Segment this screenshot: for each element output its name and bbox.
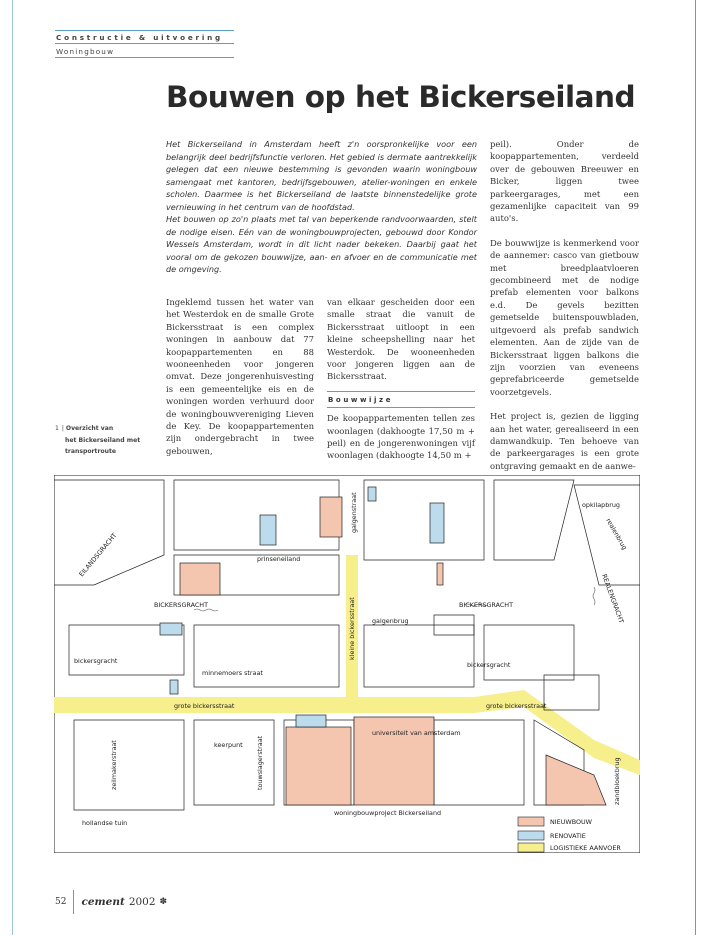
- label-touwslagerstraat: touwslagerstraat: [256, 735, 264, 790]
- page-number: 52: [55, 897, 67, 907]
- caption-line: het Bickerseiland met: [65, 436, 141, 444]
- label-bickersgracht-top-left: BICKERSGRACHT: [154, 601, 209, 609]
- site-map: [54, 475, 640, 853]
- label-galgenstraat: galgenstraat: [350, 492, 358, 533]
- label-universiteit: universiteit van amsterdam: [372, 729, 461, 737]
- label-bickersgracht-left: bickersgracht: [74, 657, 118, 665]
- body-paragraph: van elkaar gescheiden door een smalle straat die vanuit de Bickersstraat uitloopt in een kleine scheepshelling naar het Westerdok. De wooneenheden voor jongeren liggen aan de Bickersstraat.: [327, 297, 475, 382]
- label-keerpunt: keerpunt: [214, 741, 243, 749]
- label-bickersgracht-top-right: BICKERSGRACHT: [459, 601, 514, 609]
- body-column-1: [166, 296, 314, 469]
- label-kleine-bickersstraat: kleine bickersstraat: [348, 597, 356, 660]
- magazine-name: cement: [81, 896, 125, 908]
- article-title: Bouwen op het Bickerseiland: [166, 80, 636, 114]
- legend-swatch-logistiek: [518, 843, 544, 852]
- body-paragraph: peil). Onder de koopappartementen, verdeeld over de gebouwen Breeuwer en Bicker, liggen twee parkeergarages, met een gezamenlijke capaciteit van 99 auto's.: [490, 139, 639, 224]
- label-eilandsgracht: EILANDSGRACHT: [77, 531, 119, 579]
- subsection-rubric: Woningbouw: [55, 45, 234, 58]
- legend-label-renovatie: RENOVATIE: [550, 832, 586, 840]
- legend-label-logistiek: LOGISTIEKE AANVOER: [550, 844, 621, 852]
- cement-logo-icon: ✽: [159, 897, 168, 907]
- intro-paragraph: Het Bickerseiland in Amsterdam heeft z'n oorspronkelijke voor een belangrijk deel bedrijfsfunctie verloren. Het gebied is dermate aantrekkelijk gelegen dat een nieuwe bestemming is gevonden waarin woningbouw samengaat met kantoren, bedrijfsgebouwen, atelier-woningen en enkele scholen. Daarmee is het Bickerseiland de laatste binnenstedelijke grote vernieuwing in het centrum van de hoofdstad.: [166, 139, 477, 212]
- caption-line: Overzicht van: [65, 425, 114, 432]
- subheading-bouwwijze: Bouwwijze: [327, 391, 475, 408]
- section-rubric: Constructie & uitvoering: [55, 30, 234, 44]
- body-paragraph: De koopappartementen tellen zes woonlagen (dakhoogte 17,50 m + peil) en de jongerenwoningen vijf woonlagen (dakhoogte 14,50 m +: [327, 413, 475, 461]
- label-galgenbrug: galgenbrug: [372, 617, 409, 625]
- label-minnemoerstraat: minnemoers straat: [202, 669, 263, 677]
- figure-number: 1: [55, 425, 59, 432]
- label-grote-bickersstraat-right: grote bickersstraat: [486, 702, 547, 710]
- intro-text: [166, 138, 477, 276]
- legend-swatch-nieuwbouw: [518, 817, 544, 826]
- body-paragraph: Ingeklemd tussen het water van het Westerdok en de smalle Grote Bickersstraat is een complex woningen in aanbouw dat 77 koopappartementen en 88 wooneenheden voor jongeren omvat. Deze jongerenhuisvesting is een gemeentelijke eis en de woningen worden verhuurd door de woningbouwvereniging Lieven de Key. De koopappartementen zijn ondergebracht in twee gebouwen,: [166, 297, 314, 456]
- page-footer: [55, 890, 167, 914]
- body-column-2: [327, 296, 475, 474]
- label-realenbrug: realenbrug: [604, 517, 629, 552]
- label-opkilapbrug: opkilapbrug: [582, 501, 620, 509]
- figure-caption: 1 | Overzicht van het Bickerseiland met transportroute: [55, 423, 155, 458]
- label-zandbloekbrug: zandbloekbrug: [613, 757, 621, 805]
- footer-divider: [73, 890, 74, 914]
- label-realengracht: REALENGRACHT: [600, 572, 626, 625]
- body-paragraph: De bouwwijze is kenmerkend voor de aannemer: casco van gietbouw met breedplaatvloeren gecombineerd met de nodige prefab elementen voor balkons e.d. De gevels bezitten gemetselde buitenspouwbladen, uitgevoerd als prefab sandwich elementen. Aan de zijde van de Bickersstraat liggen balkons die zijn voorzien van eveneens geprefabriceerde gemetselde voorzetgevels.: [490, 237, 639, 397]
- intro-paragraph: Het bouwen op zo'n plaats met tal van beperkende randvoorwaarden, stelt de nodige eisen. Eén van de woningbouwprojecten, gebouwd door Kondor Wessels Amsterdam, wordt in dit licht nader bekeken. Daarbij gaat het vooral om de gekozen bouwwijze, aan- en afvoer en de communicatie met de omgeving.: [166, 214, 477, 274]
- label-grote-bickersstraat-left: grote bickersstraat: [174, 702, 235, 710]
- label-project: woningbouwproject Bickerseiland: [334, 809, 442, 817]
- legend-swatch-renovatie: [518, 831, 544, 840]
- caption-line: transportroute: [65, 448, 117, 455]
- body-column-3: [490, 138, 639, 484]
- magazine-year: 2002: [128, 896, 156, 908]
- label-bickersgracht-right: bickersgracht: [467, 661, 511, 669]
- label-prinseneiland: prinseneiland: [257, 555, 301, 563]
- body-paragraph: Het project is, gezien de ligging aan het water, gerealiseerd in een damwandkuip. Ten behoeve van de parkeergarages is een grote ontgraving gemaakt en de aanwe-: [490, 411, 639, 471]
- label-zeilmakerstraat: zeilmakerstraat: [110, 740, 118, 790]
- label-hollandse-tuin: hollandse tuin: [82, 819, 128, 827]
- legend-label-nieuwbouw: NIEUWBOUW: [550, 818, 592, 826]
